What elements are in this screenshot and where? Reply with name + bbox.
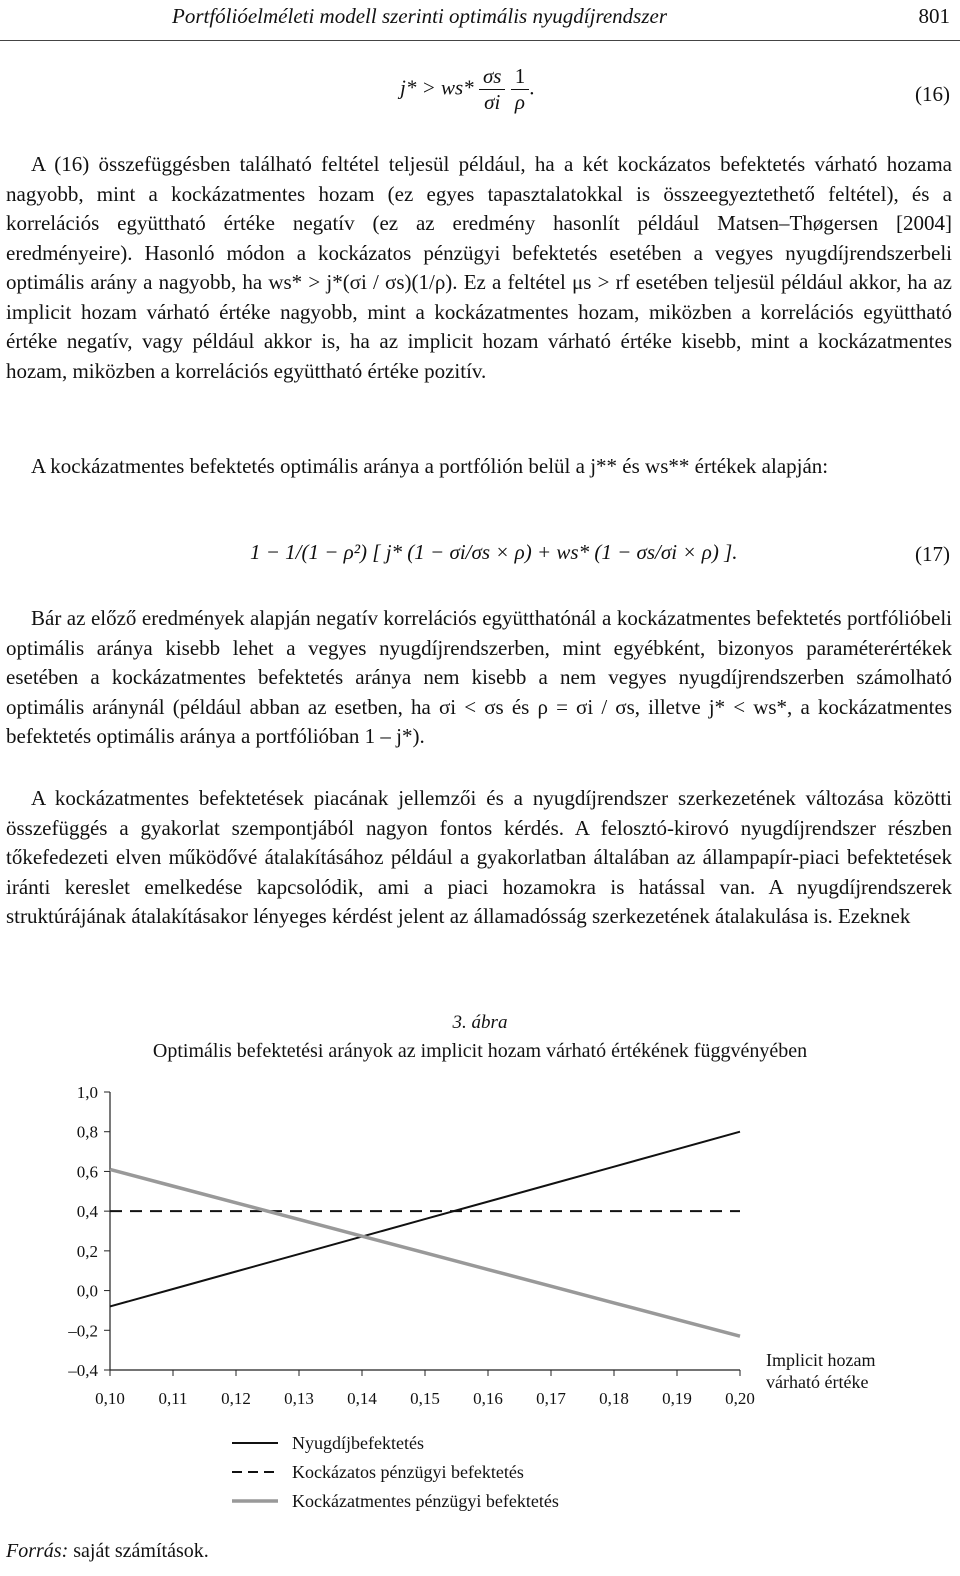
eq16-lhs: j* > ws* — [400, 75, 479, 100]
running-title: Portfólióelméleti modell szerinti optimális nyugdíjrendszer — [172, 4, 668, 28]
y-tick-label: 0,2 — [76, 1241, 98, 1261]
legend-label-2: Kockázatos pénzügyi befektetés — [292, 1462, 524, 1482]
page-header — [0, 0, 960, 41]
y-tick-label: –0,2 — [68, 1321, 98, 1341]
legend-label-3: Kockázatmentes pénzügyi befektetés — [292, 1491, 559, 1511]
body-paragraph-1: A (16) összefüggésben található feltétel teljesül például, ha a két kockázatos befektetés várható hozama nagyobb, mint a kockázatmentes hozam (ez egyes tapasztalatokkal is összeegyeztethető feltétel), és a korrelációs együttható értéke negatív (ez az eredmény hasonlít például Matsen–Thøgersen [2004] eredményeire). Hasonló módon a kockázatos pénzügyi befektetés esetében a vegyes nyugdíjrendszerbeli optimális arány a nagyobb, ha ws* > j*(σi / σs)(1/ρ). Ez a feltétel μs > rf esetében teljesül például akkor, ha az implicit hozam várható értéke nagyobb, mint a kockázatmentes hozam, miközben a korrelációs együttható értéke negatív, vagy például akkor is, ha az implicit hozam várható értéke kisebb, mint a kockázatmentes hozam, miközben a korrelációs együttható értéke pozitív. — [6, 152, 952, 383]
y-tick-label: 0,8 — [76, 1122, 98, 1142]
y-tick-label: 0,6 — [76, 1162, 98, 1182]
y-tick-label: –0,4 — [68, 1361, 98, 1380]
x-tick-label: 0,18 — [599, 1389, 629, 1408]
legend-label-1: Nyugdíjbefektetés — [292, 1433, 424, 1453]
body-paragraph-2: A kockázatmentes befektetés optimális aránya a portfólión belül a j** és ws** értékek alapján: — [31, 454, 829, 478]
eq16-fraction-sigma: $\frac{\sigma s}{\sigma i}$ — [479, 64, 506, 115]
source-note: Forrás: saját számítások. — [6, 1540, 209, 1562]
x-tick-label: 0,14 — [347, 1389, 377, 1408]
x-tick-label: 0,16 — [473, 1389, 503, 1408]
eq16-number: (16) — [915, 82, 950, 106]
x-axis-label-line2: várható értéke — [766, 1372, 869, 1392]
line-chart — [0, 1070, 960, 1540]
x-tick-label: 0,15 — [410, 1389, 440, 1408]
series-line-1 — [110, 1132, 740, 1307]
y-tick-label: 0,4 — [76, 1202, 98, 1222]
x-tick-label: 0,20 — [725, 1389, 755, 1408]
figure-title: Optimális befektetési arányok az implicit hozam várható értékének függvényében — [152, 1040, 808, 1062]
x-tick-label: 0,19 — [662, 1389, 692, 1408]
equation-17: 1 − 1/(1 − ρ²) [ j* (1 − σi/σs × ρ) + ws* (1 − σs/σi × ρ) ]. — [250, 540, 738, 564]
body-paragraph-4: A kockázatmentes befektetések piacának jellemzői és a nyugdíjrendszer szerkezetének változása közötti összefüggés a gyakorlat szempontjából nagyon fontos kérdés. A felosztó-kirovó nyugdíjrendszer részben tőkefedezeti elven működővé átalakításához például a gyakorlatban általában az állampapír-piaci befektetések iránti kereslet emelkedése kapcsolódik, ami a piaci hozamokra is hatással van. A nyugdíjrendszerek struktúrájának átalakításakor lényeges kérdést jelent az államadósság szerkezetének átalakulása is. Ezeknek — [6, 786, 952, 928]
series-line-3 — [110, 1169, 740, 1336]
x-tick-label: 0,13 — [284, 1389, 314, 1408]
body-paragraph-3: Bár az előző eredmények alapján negatív korrelációs együtthatónál a kockázatmentes befektetés portfólióbeli optimális aránya kisebb lehet a vegyes nyugdíjrendszerben, mint egyébként, bizonyos paraméterértékek esetében a kockázatmentes befektetés aránya nem kisebb a nem vegyes nyugdíjrendszerben számolható optimális aránynál (például abban az esetben, ha σi < σs és ρ = σi / σs, illetve j* < ws*, a kockázatmentes befektetés optimális aránya a portfólióban 1 – j*). — [6, 606, 952, 748]
x-axis-label-line1: Implicit hozam — [766, 1350, 876, 1370]
y-tick-label: 0,0 — [76, 1281, 98, 1301]
x-tick-label: 0,12 — [221, 1389, 251, 1408]
figure-label: 3. ábra — [452, 1012, 508, 1033]
eq17-number: (17) — [915, 542, 950, 566]
equation-16: j* > ws* $\frac{\sigma s}{\sigma i}$ $\frac{1}{\rho}$ . — [400, 64, 535, 114]
x-tick-label: 0,11 — [158, 1389, 188, 1408]
x-tick-label: 0,10 — [95, 1389, 125, 1408]
y-tick-label: 1,0 — [76, 1083, 98, 1102]
page-number: 801 — [918, 4, 950, 28]
eq16-fraction-rho: $\frac{1}{\rho}$ — [511, 64, 530, 115]
x-tick-label: 0,17 — [536, 1389, 566, 1408]
